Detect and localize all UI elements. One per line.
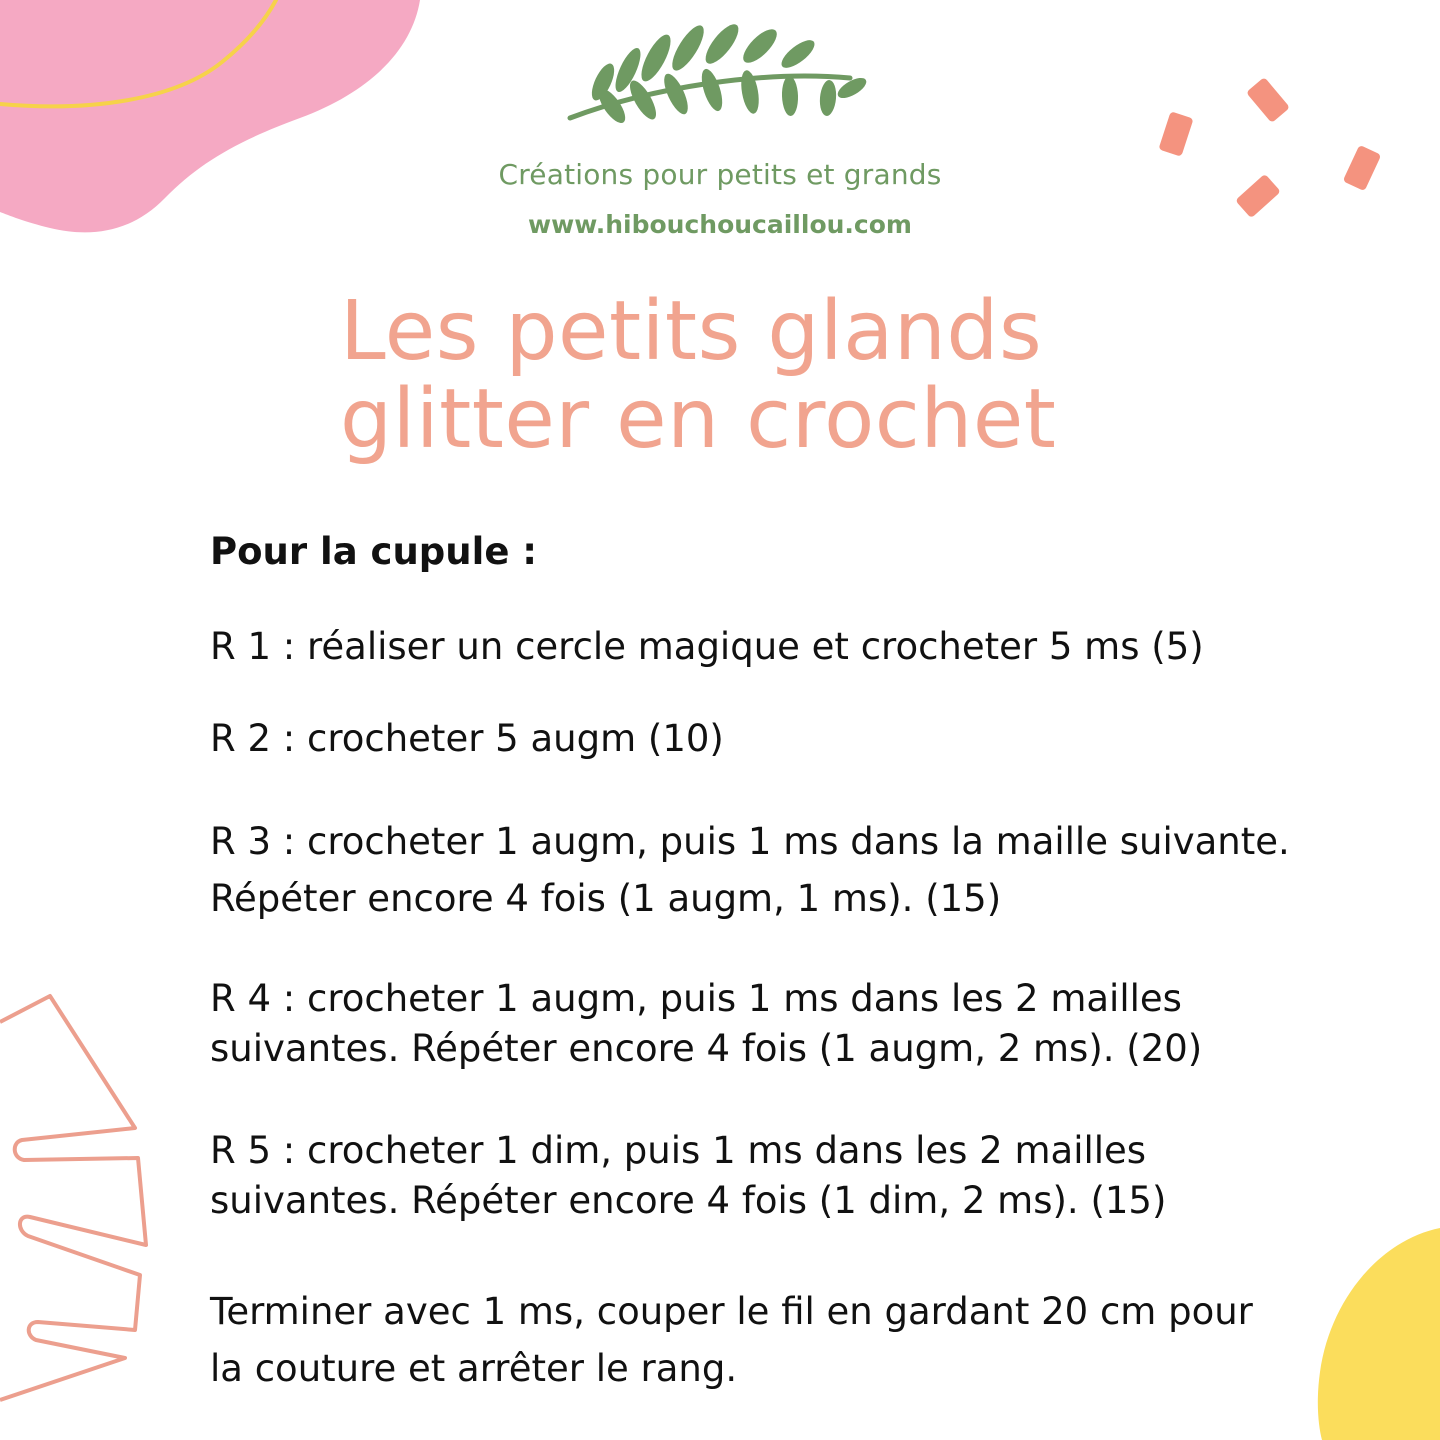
- page-title: [340, 284, 1240, 467]
- instruction-line: R 1 : réaliser un cercle magique et crocheter 5 ms (5): [210, 625, 1204, 668]
- instruction-row-1: [210, 618, 1204, 675]
- instruction-row-5: [210, 1126, 1166, 1226]
- instruction-row-3: [210, 813, 1290, 927]
- instruction-row-4: [210, 974, 1202, 1074]
- instruction-line: R 3 : crocheter 1 augm, puis 1 ms dans la maille suivante.: [210, 820, 1290, 863]
- brand-tagline: Créations pour petits et grands: [498, 158, 942, 191]
- section-heading: Pour la cupule :: [210, 530, 538, 573]
- instruction-line: suivantes. Répéter encore 4 fois (1 dim, 2 ms). (15): [210, 1179, 1167, 1222]
- pink-blob-shape: [0, 0, 420, 232]
- leaf-outline-shape: [0, 996, 146, 1400]
- brand-website-link[interactable]: www.hibouchoucaillou.com: [528, 210, 912, 239]
- instruction-line: R 4 : crocheter 1 augm, puis 1 ms dans les 2 mailles: [210, 977, 1182, 1020]
- title-line-1: Les petits glands: [340, 284, 1043, 379]
- instruction-line: Terminer avec 1 ms, couper le fil en gardant 20 cm pour: [210, 1290, 1253, 1333]
- instruction-line: la couture et arrêter le rang.: [210, 1347, 738, 1390]
- instruction-line: Répéter encore 4 fois (1 augm, 1 ms). (15): [210, 877, 1002, 920]
- instruction-line: suivantes. Répéter encore 4 fois (1 augm, 2 ms). (20): [210, 1027, 1203, 1070]
- title-line-2: glitter en crochet: [340, 372, 1057, 467]
- leaf-branch-icon: [570, 20, 869, 127]
- yellow-blob-shape: [1318, 1228, 1440, 1440]
- instruction-line: R 5 : crocheter 1 dim, puis 1 ms dans les 2 mailles: [210, 1129, 1147, 1172]
- instruction-row-2: [210, 710, 724, 767]
- instruction-line: R 2 : crocheter 5 augm (10): [210, 717, 724, 760]
- confetti-shapes: [1158, 77, 1381, 218]
- instruction-row-6: [210, 1283, 1253, 1397]
